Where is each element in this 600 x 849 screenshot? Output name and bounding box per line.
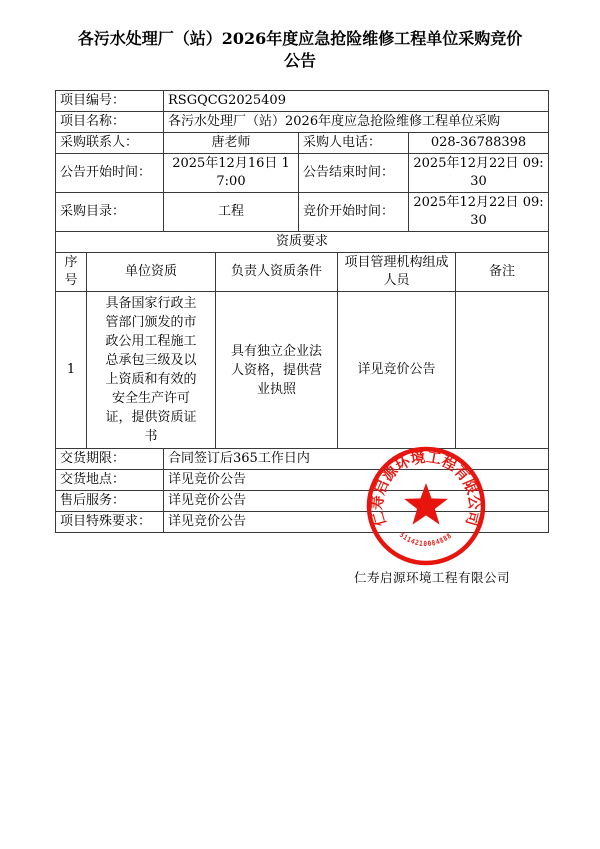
qualification-section-title: 资质要求 (56, 232, 549, 253)
header-unit-qualification: 单位资质 (87, 253, 216, 292)
catalog-value: 工程 (164, 193, 299, 232)
table-row (56, 91, 549, 112)
section-title-row (56, 232, 549, 253)
phone-value: 028-36788398 (409, 133, 549, 154)
leader-qualification-cell: 具有独立企业法人资格，提供营业执照 (216, 292, 338, 449)
bid-start-label: 竞价开始时间： (299, 193, 409, 232)
table-row (56, 112, 549, 133)
delivery-place-value: 详见竞价公告 (164, 470, 549, 491)
announce-start-label: 公告开始时间： (56, 154, 164, 193)
after-sale-value: 详见竞价公告 (164, 491, 549, 512)
header-remark: 备注 (456, 253, 549, 292)
table-row (56, 491, 549, 512)
company-signature: 仁寿启源环境工程有限公司 (354, 570, 511, 585)
project-number-label: 项目编号： (56, 91, 164, 112)
table-row (56, 292, 549, 449)
seal-company-name: 仁寿启源环境工程有限公司 (368, 447, 484, 529)
project-name-label: 项目名称： (56, 112, 164, 133)
table-row (56, 449, 549, 470)
special-requirement-value: 详见竞价公告 (164, 512, 549, 533)
announce-end-value: 2025年12月22日 09:30 (409, 154, 549, 193)
phone-label: 采购人电话： (299, 133, 409, 154)
after-sale-label: 售后服务： (56, 491, 164, 512)
delivery-place-label: 交货地点： (56, 470, 164, 491)
bid-start-value: 2025年12月22日 09:30 (409, 193, 549, 232)
page-title: 各污水处理厂（站）2026年度应急抢险维修工程单位采购竞价公告 (77, 29, 523, 70)
table-row (56, 470, 549, 491)
contact-value: 唐老师 (164, 133, 299, 154)
header-seq: 序号 (56, 253, 87, 292)
seq-cell: 1 (56, 292, 87, 449)
table-row (56, 193, 549, 232)
table-row (56, 154, 549, 193)
table-row (56, 512, 549, 533)
seal-code: 5114210084888 (397, 531, 455, 549)
remark-cell (456, 292, 549, 449)
announce-end-label: 公告结束时间： (299, 154, 409, 193)
contact-label: 采购联系人： (56, 133, 164, 154)
table-row (56, 133, 549, 154)
catalog-label: 采购目录： (56, 193, 164, 232)
delivery-term-label: 交货期限： (56, 449, 164, 470)
special-requirement-label: 项目特殊要求： (56, 512, 164, 533)
delivery-term-value: 合同签订后365工作日内 (164, 449, 549, 470)
project-number-value: RSGQCG2025409 (164, 91, 549, 112)
svg-text:5114210084888 (398, 531, 454, 548)
project-name-value: 各污水处理厂（站）2026年度应急抢险维修工程单位采购 (164, 112, 549, 133)
qualification-table (55, 231, 549, 449)
delivery-info-table (55, 448, 549, 533)
management-team-cell: 详见竞价公告 (338, 292, 456, 449)
project-info-table (55, 90, 549, 232)
table-header-row (56, 253, 549, 292)
unit-qualification-cell: 具备国家行政主管部门颁发的市政公用工程施工总承包三级及以上资质和有效的安全生产许可证，提供资质证书 (87, 292, 216, 449)
announce-start-value: 2025年12月16日 17:00 (164, 154, 299, 193)
header-management-team: 项目管理机构组成人员 (338, 253, 456, 292)
header-leader-qualification: 负责人资质条件 (216, 253, 338, 292)
